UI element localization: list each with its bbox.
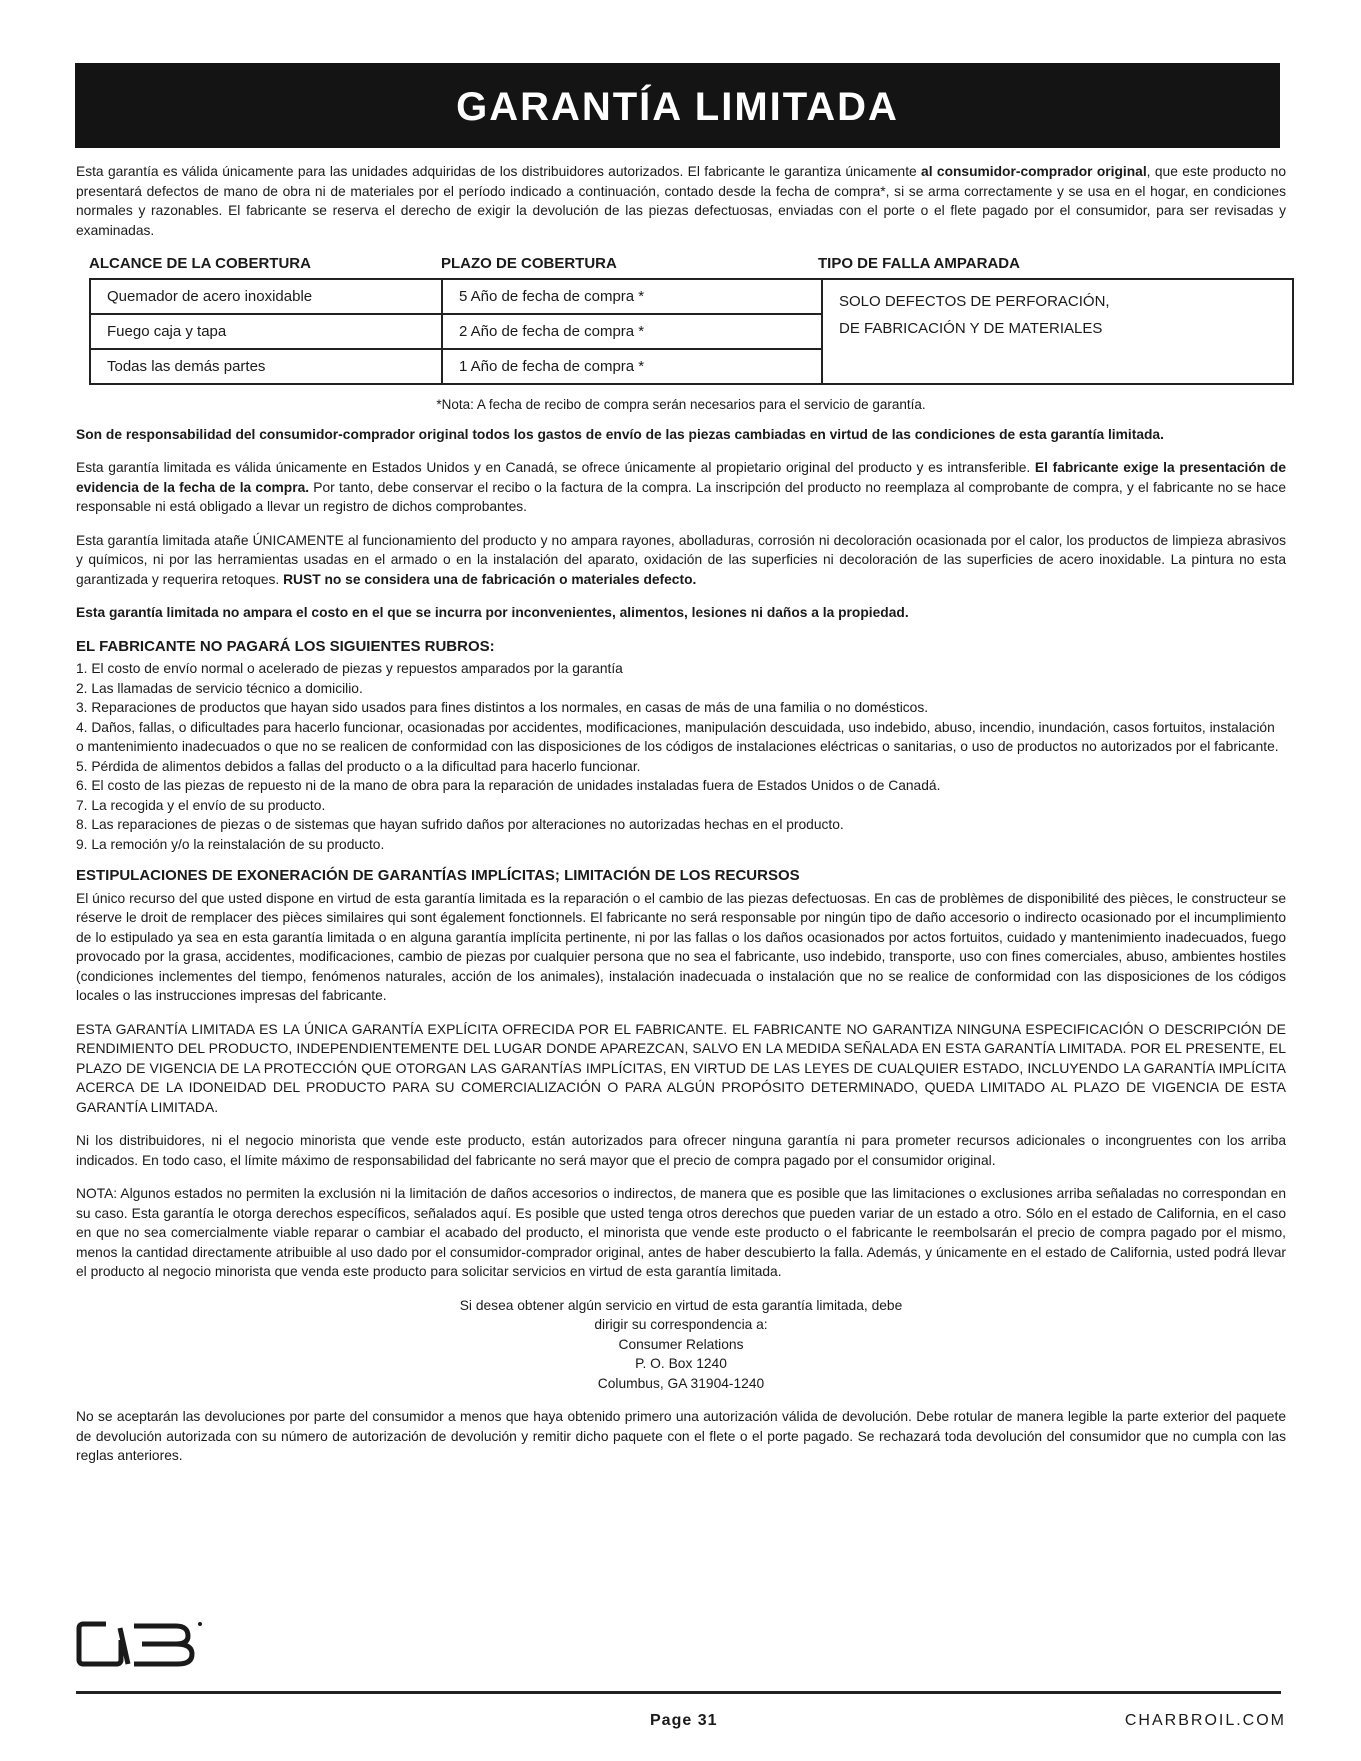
coverage-header-scope: ALCANCE DE LA COBERTURA <box>89 255 311 272</box>
caps-paragraph: ESTA GARANTÍA LIMITADA ES LA ÚNICA GARANTÍA EXPLÍCITA OFRECIDA POR EL FABRICANTE. EL FABRICANTE NO GARANTIZA NINGUNA ESPECIFICACIÓN O DESCRIPCIÓN DE RENDIMIENTO DEL PRODUCTO, INDEPENDIENTEMENTE DEL LUGAR DONDE APAREZCAN, SALVO EN LA MEDIDA SEÑALADA EN ESTA GARANTÍA LIMITADA. POR EL PRESENTE, EL PLAZO DE VIGENCIA DE LA PROTECCIÓN QUE OTORGAN LAS GARANTÍAS IMPLÍCITAS, EN VIRTUD DE LAS LEYES DE CUALQUIER ESTADO, INCLUYENDO LA GARANTÍA IMPLÍCITA ACERCA DE LA IDONEIDAD DEL PRODUCTO PARA SU COMERCIALIZACIÓN O PARA ALGÚN PROPÓSITO DETERMINADO, QUEDA LIMITADO AL PLAZO DE VIGENCIA DE ESTA GARANTÍA LIMITADA. <box>76 1020 1286 1115</box>
list-item: 6. El costo de las piezas de repuesto ni de la mano de obra para la reparación de unidades instaladas fuera de Estados Unidos o de Canadá. <box>76 778 941 793</box>
list-item: 9. La remoción y/o la reinstalación de su producto. <box>76 836 385 852</box>
nota-paragraph: NOTA: Algunos estados no permiten la exclusión ni la limitación de daños accesorios o indirectos, de manera que es posible que las limitaciones o exclusiones arriba señaladas no correspondan en su caso. Esta garantía le otorga derechos específicos, señalados aquí. Es posible que usted tenga otros derechos que pueden variar de un estado a otro. Sólo en el estado de California, en el caso en que no sea comercialmente viable reparar o cambiar el acabado del producto, el minorista que vende este producto o el fabricante le reembolsarán el precio de compra pagado por el mismo, menos la cantidad directamente atribuible al uso dado por el consumidor-comprador original, antes de haber descubierto la falla. Además, y únicamente en el estado de California, usted podrá llevar el producto al negocio minorista que venda este producto para solicitar servicios en virtud de esta garantía limitada. <box>76 1186 1286 1279</box>
coverage-period: 5 Año de fecha de compra * <box>442 279 822 314</box>
list-item: 1. El costo de envío normal o acelerado de piezas y repuestos amparados por la garantía <box>76 661 623 676</box>
list-item: 5. Pérdida de alimentos debidos a fallas del producto o a la dificultad para hacerlo funcionar. <box>76 758 641 774</box>
validity-paragraph <box>76 458 1286 517</box>
exclusion-paragraph: Esta garantía limitada no ampara el costo en el que se incurra por inconvenientes, alimentos, lesiones ni daños a la propiedad. <box>76 605 909 620</box>
scope-bold: RUST no se considera una de fabricación o materiales defecto. <box>283 571 697 587</box>
coverage-part: Quemador de acero inoxidable <box>90 279 442 314</box>
validity-bold: El fabricante exige la presentación de evidencia de la fecha de la compra. <box>76 460 1287 495</box>
returns-paragraph: No se aceptarán las devoluciones por parte del consumidor a menos que haya obtenido primero una autorización válida de devolución. Debe rotular de manera legible la parte exterior del paquete de devolución autorizada con su número de autorización de devolución y remitir dicho paquete con el flete o el porte pagado. Se rechazará toda devolución del consumidor que no cumpla con las reglas anteriores. <box>76 1409 1286 1463</box>
cb-logo-icon <box>76 1618 208 1674</box>
receipt-note: *Nota: A fecha de recibo de compra serán necesarios para el servicio de garantía. <box>436 397 926 412</box>
disclaimer-paragraph: El único recurso del que usted dispone en virtud de esta garantía limitada es la reparación o el cambio de las piezas defectuosas. En cas de problèmes de disponibilité des pièces, le constructeur se réserve le droit de remplacer des pièces similaires qui sont également fonctionnels. El fabricante no será responsable por ningún tipo de daño accesorio o indirecto ocasionado por el incumplimiento de lo estipulado ya sea en esta garantía limitada o en alguna garantía implícita pertinente, ni por las fallas o los daños ocasionados por actos fortuitos, cuidado y mantenimiento inadecuados, fuego provocado por la grasa, accidentes, modificaciones, cambio de piezas por cualquier persona que no sea el fabricante, uso indebido, transporte, uso con fines comerciales, abuso, ambientes hostiles (condiciones inclementes del tiempo, fenómenos naturales, acción de los animales), instalación inadecuada o instalación que no se realice de conformidad con las disposiciones de los códigos locales o las instrucciones impresas del fabricante. <box>76 890 1286 1003</box>
distributors-paragraph: Ni los distribuidores, ni el negocio minorista que vende este producto, están autorizados para ofrecer ninguna garantía ni para prometer recursos adicionales o incongruentes con los arriba indicados. En todo caso, el límite máximo de responsabilidad del fabricante no será mayor que el precio de compra pagado por el consumidor original. <box>76 1133 1286 1168</box>
coverage-table <box>89 278 1294 385</box>
warranty-content <box>76 162 1286 1480</box>
not-pay-title: EL FABRICANTE NO PAGARÁ LOS SIGUIENTES RUBROS: <box>76 637 495 655</box>
contact-line: Columbus, GA 31904-1240 <box>597 1375 765 1391</box>
intro-bold: al consumidor-comprador original <box>921 164 1147 179</box>
contact-address <box>76 1296 1286 1394</box>
contact-line: dirigir su correspondencia a: <box>594 1317 768 1332</box>
page-number: Page 31 <box>650 1712 718 1729</box>
validity-text-2: Por tanto, debe conservar el recibo o la factura de la compra. La inscripción del producto no reemplaza al comprobante de compra, y el fabricante no se hace responsable ni está obligado a llevar un registro de dichos comprobantes. <box>76 479 1286 514</box>
contact-line: P. O. Box 1240 <box>635 1356 727 1371</box>
coverage-header-period: PLAZO DE COBERTURA <box>441 255 617 272</box>
list-item: 2. Las llamadas de servicio técnico a domicilio. <box>76 680 363 696</box>
coverage-type <box>822 279 1293 384</box>
intro-paragraph <box>76 162 1286 240</box>
website-link[interactable]: CHARBROIL.COM <box>1124 1712 1286 1729</box>
intro-text-2: , que este producto no presentará defectos de mano de obra ni de materiales por el período indicado a continuación, contado desde la fecha de compra*, si se arma correctamente y se usa en el hogar, en condiciones normales y razonables. El fabricante se reserva el derecho de exigir la devolución de las piezas defectuosas, enviadas con el porte o el flete pagado por el consumidor, para ser revisadas y examinadas. <box>76 164 1286 238</box>
list-item: 7. La recogida y el envío de su producto. <box>76 797 326 813</box>
disclaimer-title: ESTIPULACIONES DE EXONERACIÓN DE GARANTÍAS IMPLÍCITAS; LIMITACIÓN DE LOS RECURSOS <box>76 867 800 884</box>
coverage-headers <box>76 254 1286 278</box>
validity-text-1: Esta garantía limitada es válida únicamente en Estados Unidos y en Canadá, se ofrece únicamente al propietario original del producto y es intransferible. <box>76 460 1035 475</box>
list-item: 8. Las reparaciones de piezas o de sistemas que hayan sufrido daños por alteraciones no autorizadas hechas en el producto. <box>76 817 844 832</box>
intro-text-1: Esta garantía es válida únicamente para las unidades adquiridas de los distribuidores autorizados. El fabricante le garantiza únicamente <box>76 164 922 179</box>
responsibility-paragraph: Son de responsabilidad del consumidor-comprador original todos los gastos de envío de las piezas cambiadas en virtud de las condiciones de esta garantía limitada. <box>76 426 1164 442</box>
not-pay-list <box>76 659 1286 854</box>
coverage-part: Todas las demás partes <box>90 349 442 384</box>
footer-divider <box>76 1691 1281 1694</box>
list-item: 4. Daños, fallas, o dificultades para hacerlo funcionar, ocasionadas por accidentes, modificaciones, manipulación descuidada, uso indebido, abuso, incendio, inundación, casos fortuitos, instalación o mantenimiento inadecuados o que no se realicen de conformidad con las disposiciones de los códigos de instalaciones eléctricas o sanitarias, o uso de productos no autorizados por el fabricante. <box>76 719 1279 754</box>
contact-line: Consumer Relations <box>618 1336 744 1352</box>
coverage-type-line-1: SOLO DEFECTOS DE PERFORACIÓN, <box>839 293 1110 310</box>
coverage-period: 1 Año de fecha de compra * <box>442 349 822 384</box>
table-row <box>90 279 1293 314</box>
contact-line: Si desea obtener algún servicio en virtud de esta garantía limitada, debe <box>459 1297 903 1313</box>
scope-text: Esta garantía limitada atañe ÚNICAMENTE al funcionamiento del producto y no ampara rayones, abolladuras, corrosión ni decoloración ocasionada por el calor, los productos de limpieza abrasivos y químicos, ni por las herramientas usadas en el armado o en la instalación del aparato, oxidación de las superficies ni decoloración de las superficies de acero inoxidable. La pintura no esta garantizada y requerira retoques. <box>76 532 1286 587</box>
scope-paragraph <box>76 531 1286 590</box>
page-title: GARANTÍA LIMITADA <box>75 63 1280 148</box>
list-item: 3. Reparaciones de productos que hayan sido usados para fines distintos a los normales, en casas de más de una familia o no domésticos. <box>76 700 929 715</box>
coverage-header-type: TIPO DE FALLA AMPARADA <box>818 255 1020 272</box>
coverage-period: 2 Año de fecha de compra * <box>442 314 822 349</box>
coverage-type-line-2: DE FABRICACIÓN Y DE MATERIALES <box>839 320 1103 337</box>
coverage-part: Fuego caja y tapa <box>90 314 442 349</box>
